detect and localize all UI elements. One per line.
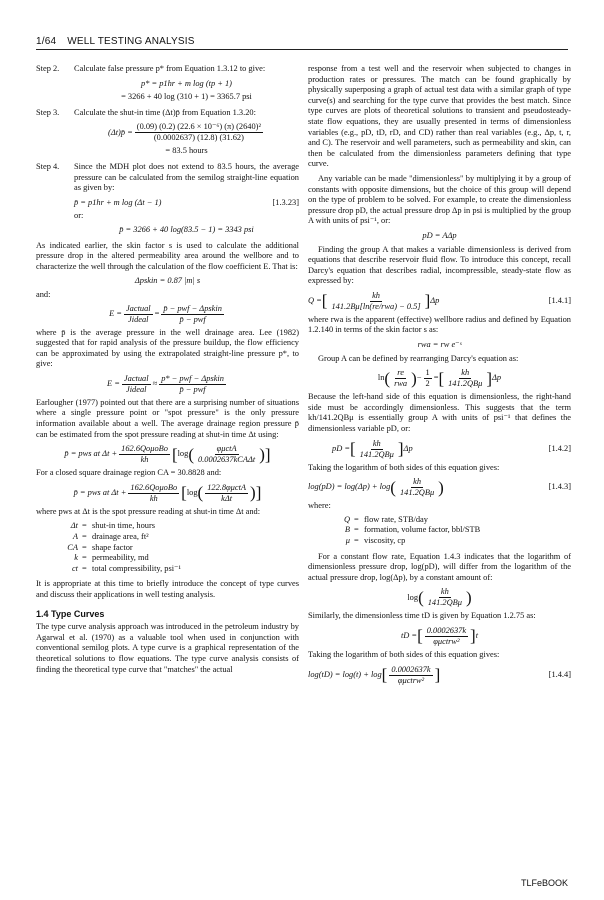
equation-1-4-4: log(tD) = log(t) + log [ $\frac{0.0002637k}{\text{φμctrw²}}$ ] [1.4.4] — [308, 664, 571, 685]
paragraph: Taking the logarithm of both sides of this equation gives: — [308, 462, 500, 472]
left-column: Step 2. Calculate false pressure p* from Equation 1.3.12 to give: p* = p1hr + m log (tp + 1) = 3266 + 40 log (310 + 1) = 3365.7 psi Step 3. Calculate the shut-in time (Δt)p̄ from Equation 1.3.20: (Δt)p̄ = $\frac{\text{(0.09) (0.2) (22.6 × 10⁻⁶) (π) (2640)²}}{(0.0002637) (12.8) (31.62)}$ = 83.5 hours Step 4. Since the MDH plot does not extend to 83.5 hours, the average pressure can be calculated from the semilog straight-line equation as given by: p̄ = p1hr + m log (Δt − 1) [1.3.23] or: p̄ = 3266 + 40 log(83.5 − 1) = 3343 psi As indicated earlier, the skin factor s is used to calculate the additional pressure drop in the altered permeability area around the wellbore and to characterize the well through the calculation of the flow coefficient E. That is: Δpskin = 0.87 |m| s and: E = $\frac{\text{Jactual}}{\text{Jideal}}$ = $\frac{\text{p̄ − pwf − Δpskin}}{\text{p̄ − pwf}}$ where p̄ is the average pressure in the well drainage area. Lee (1982) suggested that for rapid analysis of the pressure buildup, the flow efficiency can be approximated by using the extrapolated straight-line pressure p*, to give: E = $\frac{\text{Jactual}}{\text{Jideal}}$ ≈ $\frac{\text{p* − pwf − Δpskin}}{\text{p̄ − pwf}}$ Earlougher (1977) pointed out that there are a surprising number of situations where a single pressure point or "spot pressure" is the only pressure information available about a well. The average drainage region pressure p̄ can be estimated from the spot pressure reading at shut-in time Δt using: p̄ = pws at Δt + $\frac{\text{162.6QoμoBo}}{kh}$ [ log ( $\frac{\text{φμctA}}{\text{0.0002637kCAΔt}}$ )] For a closed square drainage region CA = 30.8828 and: p̄ = pws at Δt + $\frac{\text{162.6QoμoBo}}{kh}$ [ log ( $\frac{\text{122.8φμctA}}{\text{kΔt}}$ )] where pws at Δt is the spot pressure reading at shut-in time Δt and: Δt = shut-in time, hours A = drainage area, ft² CA = shape factor k = permeability, md ct = total compressibility, psi⁻¹ It is appropriate at this time to briefly introduce the concept of type curves and discuss their applications in well testing analysis. 1.4 Type Curves The type curve analysis approach was introduced in the petroleum industry by Agarwal et al. (1970) as a valuable tool when used in conjunction with conventional semilog plots. A type curve is a graphical representation of the theoretical solutions to flow equations. The type curve analysis consists of finding the theoretical type curve that "matches" the actual — [36, 64, 299, 674]
right-column: response from a test well and the reservoir when subjected to changes in production rates or pressures. The match can be found graphically by physically superposing a graph of actual test data with a similar graph of type curve(s) and searching for the type curve that provides the best match. Since type curves are plots of theoretical solutions to transient and pseudosteady-state flow equations, they are usually presented in terms of dimensionless variables (e.g., pD, tD, rD, and CD) rather than real variables (e.g., Δp, t, r, and C). The reservoir and well parameters, such as permeability and skin, can then be calculated from the dimensionless parameters defining that type curve. Any variable can be made "dimensionless" by multiplying it by a group of constants with opposite dimensions, but the choice of this group will depend on the type of problem to be solved. For example, to create the dimensionless pressure drop pD, the actual pressure drop Δp in psi is multiplied by the group A with units of psi⁻¹, or: pD = AΔp Finding the group A that makes a variable dimensionless is derived from equations that describe reservoir fluid flow. To introduce this concept, recall Darcy's equation that describes radial, incompressible, steady-state flow as expressed by: Q = [ $\frac{kh}{\text{141.2Bμ[ln(re/rwa) − 0.5]}}$ ] Δp [1.4.1] where rwa is the apparent (effective) wellbore radius and defined by Equation 1.2.140 in terms of the skin factor s as: rwa = rw e⁻ˢ Group A can be defined by rearranging Darcy's equation as: ln ( $\frac{re}{\text{rwa}}$ ) − $\frac{1}{2}$ = [ $\frac{kh}{\text{141.2QBμ}}$ ] Δp Because the left-hand side of this equation is dimensionless, the right-hand side must be accordingly dimensionless. This suggests that the term kh/141.2QBμ is essentially group A with units of psi⁻¹ that defines the dimensionless variable pD, or: pD = [ $\frac{kh}{\text{141.2QBμ}}$ ] Δp [1.4.2] Taking the logarithm of both sides of this equation gives: log(pD) = log(Δp) + log ( $\frac{kh}{\text{141.2QBμ}}$ ) [1.4.3] where: Q = flow rate, STB/day B = formation, volume factor, bbl/STB μ = viscosity, cp For a constant flow rate, Equation 1.4.3 indicates that the logarithm of dimensionless pressure drop, log(pD), will differ from the logarithm of the actual pressure drop, log(Δp), by a constant amount of: log ( $\frac{kh}{\text{141.2QBμ}}$ ) Similarly, the dimensionless time tD is given by Equation 1.2.75 as: tD = [ $\frac{0.0002637k}{\text{φμctrw²}}$ ] t Taking the logarithm of both sides of this equation gives: log(tD) = log(t) + log [ $\frac{0.0002637k}{\text{φμctrw²}}$ ] [1.4.4] — [308, 64, 571, 685]
definitions-list — [50, 521, 299, 574]
definition-item: A = drainage area, ft² — [72, 532, 149, 542]
definition-item: Δt = shut-in time, hours — [70, 521, 156, 531]
equation: Δpskin = 0.87 |m| s — [134, 276, 201, 286]
paragraph: As indicated earlier, the skin factor s is used to calculate the additional pressure drop in the altered permeability area around the wellbore and to characterize the well through the calculation of the flow coefficient E. That is: — [36, 240, 299, 271]
equation-1-3-23: p̄ = p1hr + m log (Δt − 1) [1.3.23] — [74, 197, 299, 207]
definition-item: μ = viscosity, cp — [345, 536, 406, 545]
paragraph: Earlougher (1977) pointed out that there are a surprising number of situations where a single pressure point or "spot pressure" is the only pressure information available about a well. The average drainage region pressure p̄ can be estimated from the spot pressure reading at shut-in time Δt using: — [36, 397, 299, 439]
paragraph: response from a test well and the reservoir when subjected to changes in production rates or pressures. The match can be found graphically by physically superposing a graph of actual test data with a similar graph of type curve(s) and searching for the type curve that provides the best match. Since type curves are plots of theoretical solutions to transient and pseudosteady-state flow equations, they are usually presented in terms of dimensionless variables (e.g., pD, tD, rD, and CD) rather than real variables (e.g., Δp, t, r, and C). The reservoir and well parameters, such as permeability and skin, can then be calculated from the dimensionless parameters defining that type curve. — [308, 64, 571, 169]
equation: = 83.5 hours — [165, 146, 208, 156]
page-number: 1/64 — [36, 36, 57, 47]
equation: E = $\frac{\text{Jactual}}{\text{Jideal}}$ ≈ $\frac{\text{p* − pwf − Δpskin}}{\text{p̄ − pwf}}$ — [107, 373, 224, 394]
definition-item: B = formation, volume factor, bbl/STB — [344, 525, 481, 535]
equation: rwa = rw e⁻ˢ — [417, 340, 462, 350]
equation: log ( $\frac{kh}{\text{141.2QBμ}}$ ) — [407, 587, 472, 608]
equation: = 3266 + 40 log (310 + 1) = 3365.7 psi — [121, 92, 252, 102]
paragraph: where pws at Δt is the spot pressure reading at shut-in time Δt and: — [36, 506, 261, 516]
equation-1-4-1: Q = [ $\frac{kh}{\text{141.2Bμ[ln(re/rwa) − 0.5]}}$ ] Δp [1.4.1] — [308, 290, 571, 311]
definitions-list — [322, 515, 571, 547]
paragraph: Any variable can be made "dimensionless" by multiplying it by a group of constants with opposite dimensions, but the choice of this group will depend on the type of problem to be solved. For example, to create the dimensionless pressure drop pD, the actual pressure drop Δp in psi is multiplied by the group A with units of psi⁻¹, or: — [308, 173, 571, 226]
equation: tD = [ $\frac{0.0002637k}{\text{φμctrw²}}$ ] t — [400, 625, 479, 646]
paragraph: Similarly, the dimensionless time tD is given by Equation 1.2.75 as: — [308, 611, 536, 621]
equation: E = $\frac{\text{Jactual}}{\text{Jideal}}$ = $\frac{\text{p̄ − pwf − Δpskin}}{\text{p̄ − pwf}}$ — [109, 303, 222, 324]
definition-item: ct = total compressibility, psi⁻¹ — [71, 563, 181, 573]
step-4: Step 4. Since the MDH plot does not extend to 83.5 hours, the average pressure can be calculated from the semilog straight-line equation as given by: p̄ = p1hr + m log (Δt − 1) [1.3.23] or: p̄ = 3266 + 40 log(83.5 − 1) = 3343 psi — [36, 161, 299, 234]
paragraph: where rwa is the apparent (effective) wellbore radius and defined by Equation 1.2.140 in terms of the skin factor s as: — [308, 314, 571, 335]
paragraph: It is appropriate at this time to briefly introduce the concept of type curves and discuss their applications in well testing analysis. — [36, 579, 299, 599]
definition-item: k = permeability, md — [74, 553, 149, 563]
equation: pD = AΔp — [422, 230, 457, 240]
paragraph: Finding the group A that makes a variable dimensionless is derived from equations that describe reservoir fluid flow. To introduce this concept, recall Darcy's equation that describes radial, incompressible, steady-state flow as expressed by: — [308, 244, 571, 286]
paragraph: where p̄ is the average pressure in the well drainage area. Lee (1982) suggested that for rapid analysis of the pressure buildup, the flow efficiency can be approximated by using the extrapolated straight-line pressure p*, to give: — [36, 327, 299, 369]
equation: (Δt)p̄ = $\frac{\text{(0.09) (0.2) (22.6 × 10⁻⁶) (π) (2640)²}}{(0.0002637) (12.8) (31.62)}$ — [108, 122, 261, 143]
paragraph: The type curve analysis approach was introduced in the petroleum industry by Agarwal et al. (1970) as a valuable tool when used in conjunction with conventional semilog plots. A type curve is a graphical representation of the theoretical solutions to flow equations. The type curve analysis consists of finding the theoretical type curve that "matches" the actual — [36, 622, 299, 674]
chapter-title: WELL TESTING ANALYSIS — [67, 36, 195, 47]
equation-1-4-2: pD = [ $\frac{kh}{\text{141.2QBμ}}$ ] Δp [1.4.2] — [332, 438, 571, 459]
step-3: Step 3. Calculate the shut-in time (Δt)p̄ from Equation 1.3.20: (Δt)p̄ = $\frac{\text{(0.09) (0.2) (22.6 × 10⁻⁶) (π) (2640)²}}{(0.0002637) (12.8) (31.62)}$ = 83.5 hours — [36, 108, 299, 160]
section-heading: 1.4 Type Curves — [36, 608, 105, 619]
definition-item: CA = shape factor — [67, 542, 133, 552]
paragraph: Group A can be defined by rearranging Darcy's equation as: — [318, 353, 519, 363]
equation: p* = p1hr + m log (tp + 1) — [141, 78, 232, 88]
equation-1-4-3: log(pD) = log(Δp) + log ( $\frac{kh}{\text{141.2QBμ}}$ ) [1.4.3] — [308, 477, 571, 498]
definition-item: Q = flow rate, STB/day — [343, 514, 428, 524]
paragraph: Taking the logarithm of both sides of this equation gives: — [308, 649, 500, 659]
step-2: Step 2. Calculate false pressure p* from Equation 1.3.12 to give: p* = p1hr + m log (tp + 1) = 3266 + 40 log (310 + 1) = 3365.7 psi — [36, 64, 299, 106]
footer-watermark: TLFeBOOK — [520, 878, 568, 888]
equation: p̄ = 3266 + 40 log(83.5 − 1) = 3343 psi — [119, 224, 254, 234]
paragraph: For a closed square drainage region CA = 30.8828 and: — [36, 468, 222, 478]
equation: p̄ = pws at Δt + $\frac{\text{162.6QoμoBo}}{kh}$ [ log ( $\frac{\text{φμctA}}{\text{0.0002637kCAΔt}}$ )] — [64, 444, 271, 465]
paragraph: For a constant flow rate, Equation 1.4.3 indicates that the logarithm of dimensionless pressure drop, log(pD), will differ from the logarithm of the actual pressure drop, log(Δp), by a constant amount of: — [308, 551, 571, 582]
equation: ln ( $\frac{re}{\text{rwa}}$ ) − $\frac{1}{2}$ = [ $\frac{kh}{\text{141.2QBμ}}$ ] Δp — [377, 368, 502, 389]
equation: p̄ = pws at Δt + $\frac{\text{162.6QoμoBo}}{kh}$ [ log ( $\frac{\text{122.8φμctA}}{\text{kΔt}}$ )] — [73, 482, 262, 503]
paragraph: Because the left-hand side of this equation is dimensionless, the right-hand side must be accordingly dimensionless. This suggests that the term kh/141.2QBμ is essentially group A with units of psi⁻¹ that defines the dimensionless variable pD, or: — [308, 392, 571, 434]
running-header — [36, 36, 568, 50]
